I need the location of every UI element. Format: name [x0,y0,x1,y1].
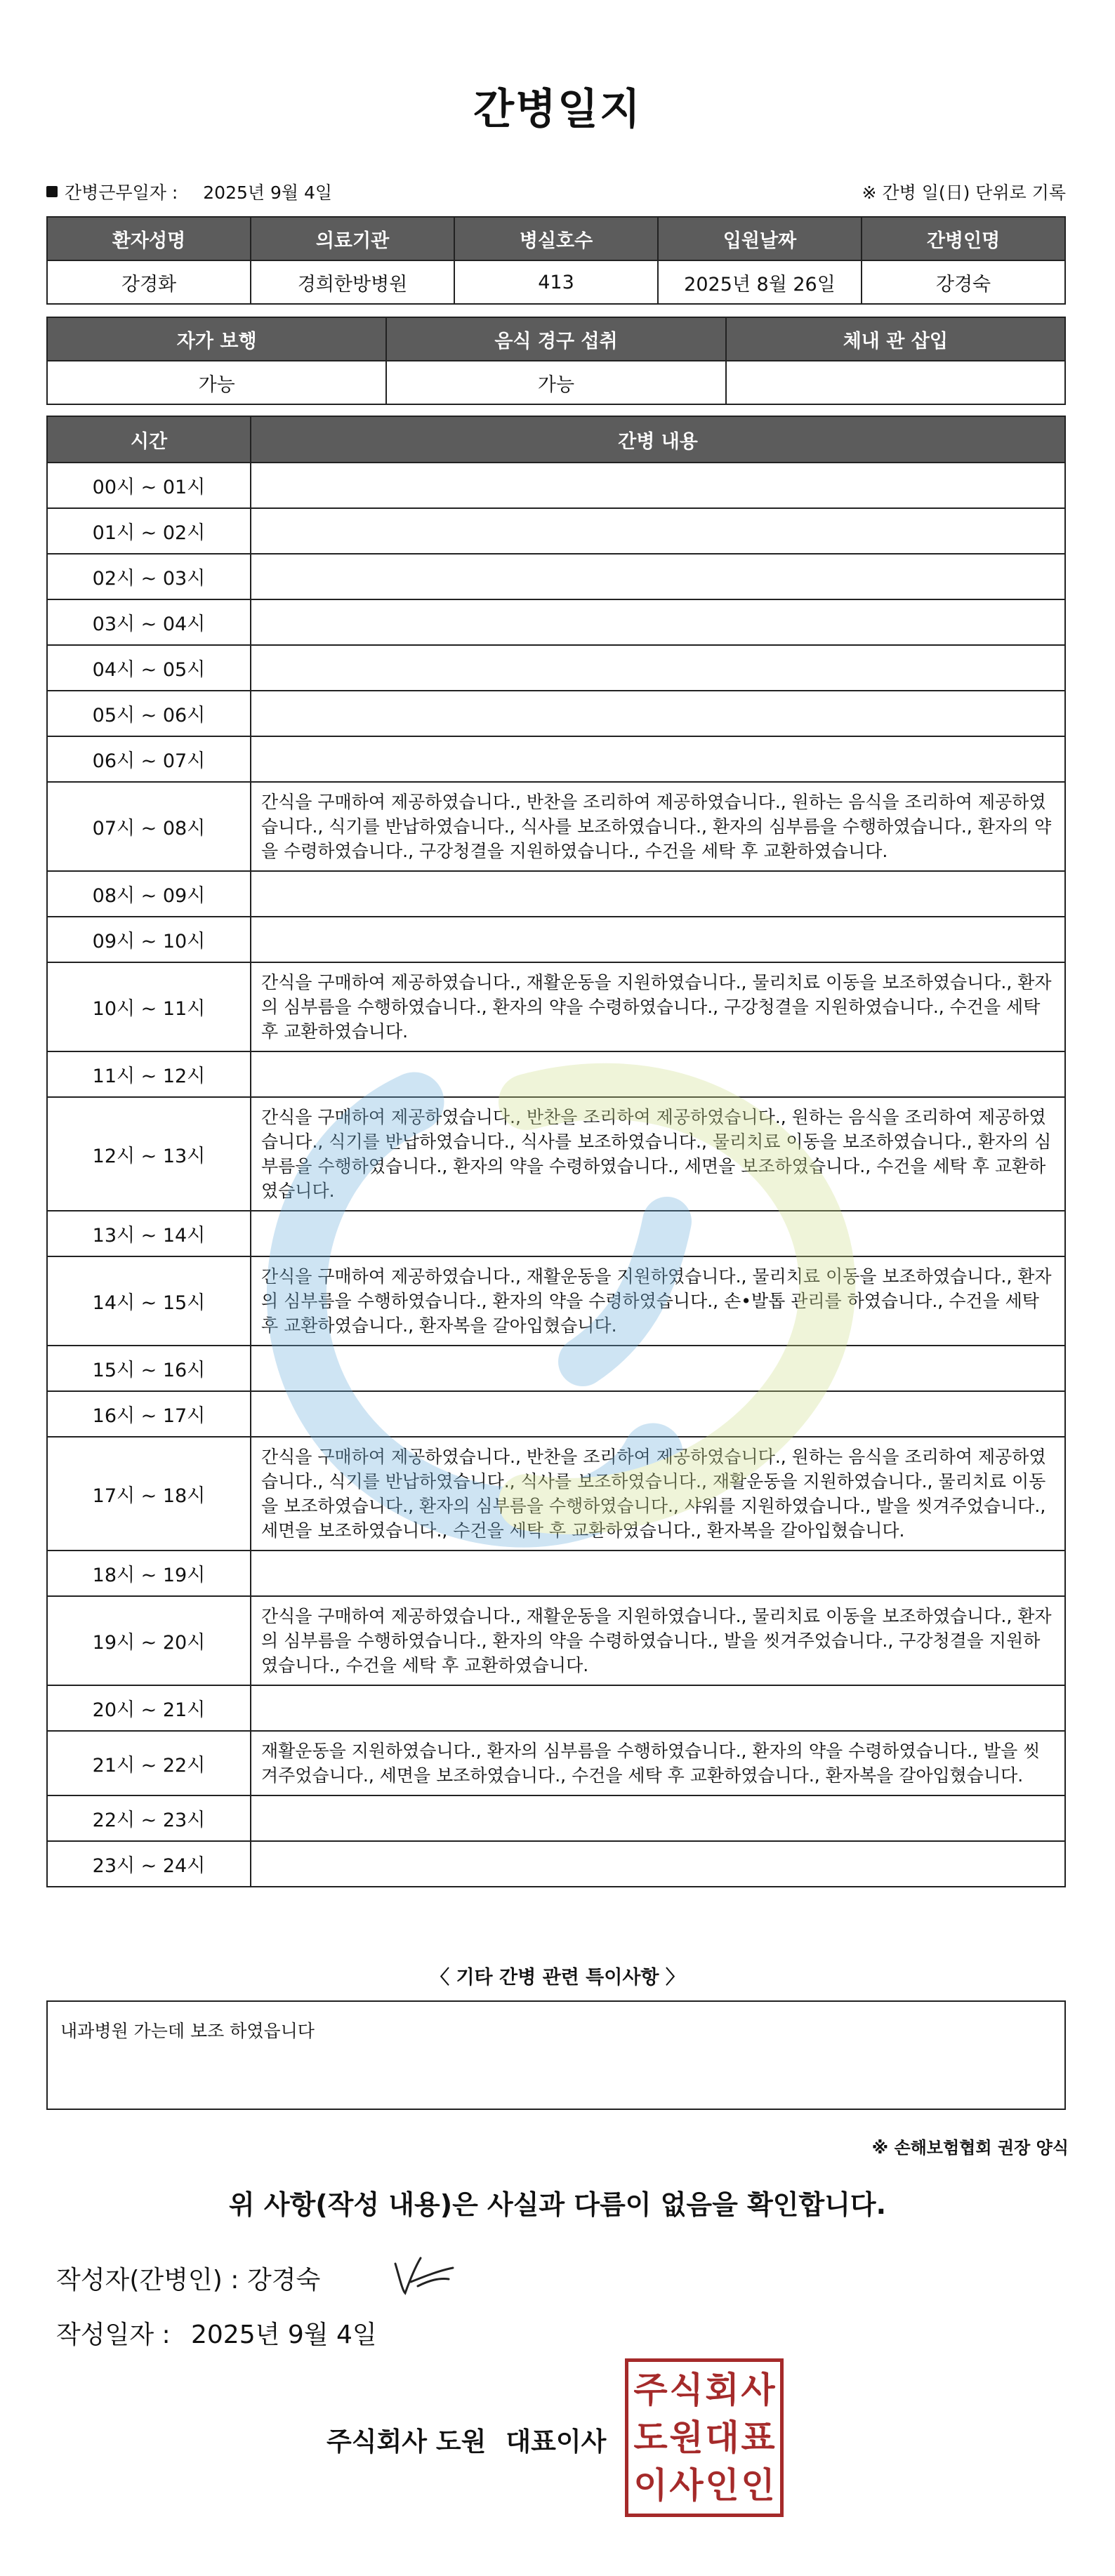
log-row [47,1256,1065,1346]
header-patient-name: 환자성명 [47,217,251,260]
log-content [251,1211,1065,1256]
seal-character: 대 [705,2417,739,2458]
unit-note: ※ 간병 일(日) 단위로 기록 [862,182,1066,203]
oral-intake-value: 가능 [386,361,725,404]
log-time: 21시 ~ 22시 [47,1731,251,1795]
log-time: 03시 ~ 04시 [47,599,251,645]
walking-value: 가능 [47,361,386,404]
log-content [251,554,1065,599]
write-date-row [56,2315,377,2351]
page-title: 간병일지 [473,85,642,134]
institution: 경희한방병원 [251,260,454,304]
log-row [47,917,1065,962]
ability-table [46,317,1066,405]
log-content [251,1841,1065,1887]
header-time: 시간 [47,416,251,463]
patient-name: 강경화 [47,260,251,304]
log-row [47,1731,1065,1795]
log-row [47,1211,1065,1256]
company-seal [625,2358,784,2517]
log-row [47,736,1065,782]
write-date-label: 작성일자 : [56,2321,171,2349]
seal-character: 인 [741,2464,775,2506]
header-info-row [46,179,1066,204]
seal-character: 도 [633,2417,668,2458]
header-room: 병실호수 [454,217,658,260]
special-notes-box: 내과병원 가는데 보조 하였읍니다 [46,2000,1066,2110]
seal-character: 주 [633,2369,668,2410]
seal-character: 원 [669,2417,704,2458]
log-time: 12시 ~ 13시 [47,1097,251,1211]
log-time: 15시 ~ 16시 [47,1346,251,1391]
header-walking: 자가 보행 [47,317,386,361]
log-time: 07시 ~ 08시 [47,782,251,871]
log-row [47,1685,1065,1731]
log-time: 16시 ~ 17시 [47,1391,251,1437]
care-log-body [47,463,1065,1887]
source-note: ※ 손해보험협회 권장 양식 [871,2138,1069,2158]
log-content: 간식을 구매하여 제공하였습니다., 반찬을 조리하여 제공하였습니다., 원하는 음식을 조리하여 제공하였습니다., 식기를 반납하였습니다., 식사를 보조하였습니다., 환자의 심부름을 수행하였습니다., 환자의 약을 수령하였습니다., 구강청결을 지원하였습니다., 수건을 세탁 후 교환하였습니다. [251,782,1065,871]
log-content [251,1795,1065,1841]
header-caregiver: 간병인명 [862,217,1065,260]
seal-character: 사 [669,2464,704,2506]
header-admission-date: 입원날짜 [658,217,862,260]
log-content [251,691,1065,736]
bullet-square-icon [46,186,58,197]
log-time: 22시 ~ 23시 [47,1795,251,1841]
log-row [47,1346,1065,1391]
log-time: 11시 ~ 12시 [47,1051,251,1097]
company-signature [326,2420,606,2458]
log-time: 01시 ~ 02시 [47,508,251,554]
log-content [251,645,1065,691]
log-content: 간식을 구매하여 제공하였습니다., 재활운동을 지원하였습니다., 물리치료 이동을 보조하였습니다., 환자의 심부름을 수행하였습니다., 환자의 약을 수령하였습니다., 발을 씻겨주었습니다., 구강청결을 지원하였습니다., 수건을 세탁 후 교환하였습니다. [251,1596,1065,1685]
room-number: 413 [454,260,658,304]
log-content: 재활운동을 지원하였습니다., 환자의 심부름을 수행하였습니다., 환자의 약을 수령하였습니다., 발을 씻겨주었습니다., 세면을 보조하였습니다., 수건을 세탁 후 교환하였습니다., 환자복을 갈아입혔습니다. [251,1731,1065,1795]
log-row [47,463,1065,508]
log-time: 09시 ~ 10시 [47,917,251,962]
writer-row [56,2260,320,2296]
confirm-statement: 위 사항(작성 내용)은 사실과 다름이 없음을 확인합니다. [228,2189,887,2220]
log-content [251,1685,1065,1731]
log-row [47,645,1065,691]
log-content [251,508,1065,554]
log-content [251,917,1065,962]
log-content: 간식을 구매하여 제공하였습니다., 재활운동을 지원하였습니다., 물리치료 이동을 보조하였습니다., 환자의 심부름을 수행하였습니다., 환자의 약을 수령하였습니다., 구강청결을 지원하였습니다., 수건을 세탁 후 교환하였습니다. [251,962,1065,1051]
log-time: 17시 ~ 18시 [47,1437,251,1551]
log-time: 00시 ~ 01시 [47,463,251,508]
log-time: 08시 ~ 09시 [47,871,251,917]
company-title: 대표이사 [506,2426,607,2457]
special-notes-title: 〈 기타 간병 관련 특이사항 〉 [430,1967,685,1989]
work-date [46,179,332,204]
log-time: 18시 ~ 19시 [47,1551,251,1596]
seal-character: 표 [741,2417,775,2458]
signature-mark [390,2250,460,2299]
header-tube: 체내 관 삽입 [726,317,1065,361]
writer-label: 작성자(간병인) : [56,2266,239,2295]
log-row [47,1097,1065,1211]
log-time: 19시 ~ 20시 [47,1596,251,1685]
log-row [47,508,1065,554]
log-time: 04시 ~ 05시 [47,645,251,691]
log-row [47,1437,1065,1551]
work-date-value: 2025년 9월 4일 [203,182,333,203]
log-time: 02시 ~ 03시 [47,554,251,599]
log-row [47,871,1065,917]
log-time: 14시 ~ 15시 [47,1256,251,1346]
log-time: 10시 ~ 11시 [47,962,251,1051]
work-date-label: 간병근무일자 : [65,182,178,203]
log-content [251,736,1065,782]
writer-name: 강경숙 [247,2266,321,2295]
log-row [47,599,1065,645]
seal-character: 이 [633,2464,668,2506]
log-row [47,1596,1065,1685]
header-oral-intake: 음식 경구 섭취 [386,317,725,361]
log-row [47,1551,1065,1596]
log-content [251,1051,1065,1097]
log-row [47,782,1065,871]
log-row [47,1841,1065,1887]
log-content: 간식을 구매하여 제공하였습니다., 재활운동을 지원하였습니다., 물리치료 이동을 보조하였습니다., 환자의 심부름을 수행하였습니다., 환자의 약을 수령하였습니다., 손•발톱 관리를 하였습니다., 수건을 세탁 후 교환하였습니다., 환자복을 갈아입혔습니다. [251,1256,1065,1346]
log-row [47,554,1065,599]
log-content [251,871,1065,917]
log-content [251,1346,1065,1391]
log-content [251,1551,1065,1596]
write-date-value: 2025년 9월 4일 [191,2321,377,2349]
log-row [47,962,1065,1051]
patient-info-table [46,216,1066,305]
company-name: 주식회사 도원 [326,2426,487,2457]
seal-character: 사 [741,2369,775,2410]
care-log-table [46,416,1066,1887]
caregiver-name: 강경숙 [862,260,1065,304]
log-time: 06시 ~ 07시 [47,736,251,782]
seal-character: 식 [669,2369,704,2410]
log-time: 23시 ~ 24시 [47,1841,251,1887]
log-time: 20시 ~ 21시 [47,1685,251,1731]
admission-date: 2025년 8월 26일 [658,260,862,304]
log-row [47,1391,1065,1437]
seal-character: 인 [705,2464,739,2506]
log-content: 간식을 구매하여 제공하였습니다., 반찬을 조리하여 제공하였습니다., 원하는 음식을 조리하여 제공하였습니다., 식기를 반납하였습니다., 식사를 보조하였습니다., 재활운동을 지원하였습니다., 물리치료 이동을 보조하였습니다., 환자의 심부름을 수행하였습니다., 샤워를 지원하였습니다., 발을 씻겨주었습니다., 세면을 보조하였습니다., 수건을 세탁 후 교환하였습니다., 환자복을 갈아입혔습니다. [251,1437,1065,1551]
tube-value [726,361,1065,404]
header-care-content: 간병 내용 [251,416,1065,463]
log-content [251,599,1065,645]
header-institution: 의료기관 [251,217,454,260]
log-content: 간식을 구매하여 제공하였습니다., 반찬을 조리하여 제공하였습니다., 원하는 음식을 조리하여 제공하였습니다., 식기를 반납하였습니다., 식사를 보조하였습니다., 물리치료 이동을 보조하였습니다., 환자의 심부름을 수행하였습니다., 환자의 약을 수령하였습니다., 세면을 보조하였습니다., 수건을 세탁 후 교환하였습니다. [251,1097,1065,1211]
log-time: 05시 ~ 06시 [47,691,251,736]
log-content [251,463,1065,508]
log-row [47,1051,1065,1097]
log-row [47,1795,1065,1841]
log-content [251,1391,1065,1437]
log-row [47,691,1065,736]
seal-character: 회 [705,2369,739,2410]
log-time: 13시 ~ 14시 [47,1211,251,1256]
